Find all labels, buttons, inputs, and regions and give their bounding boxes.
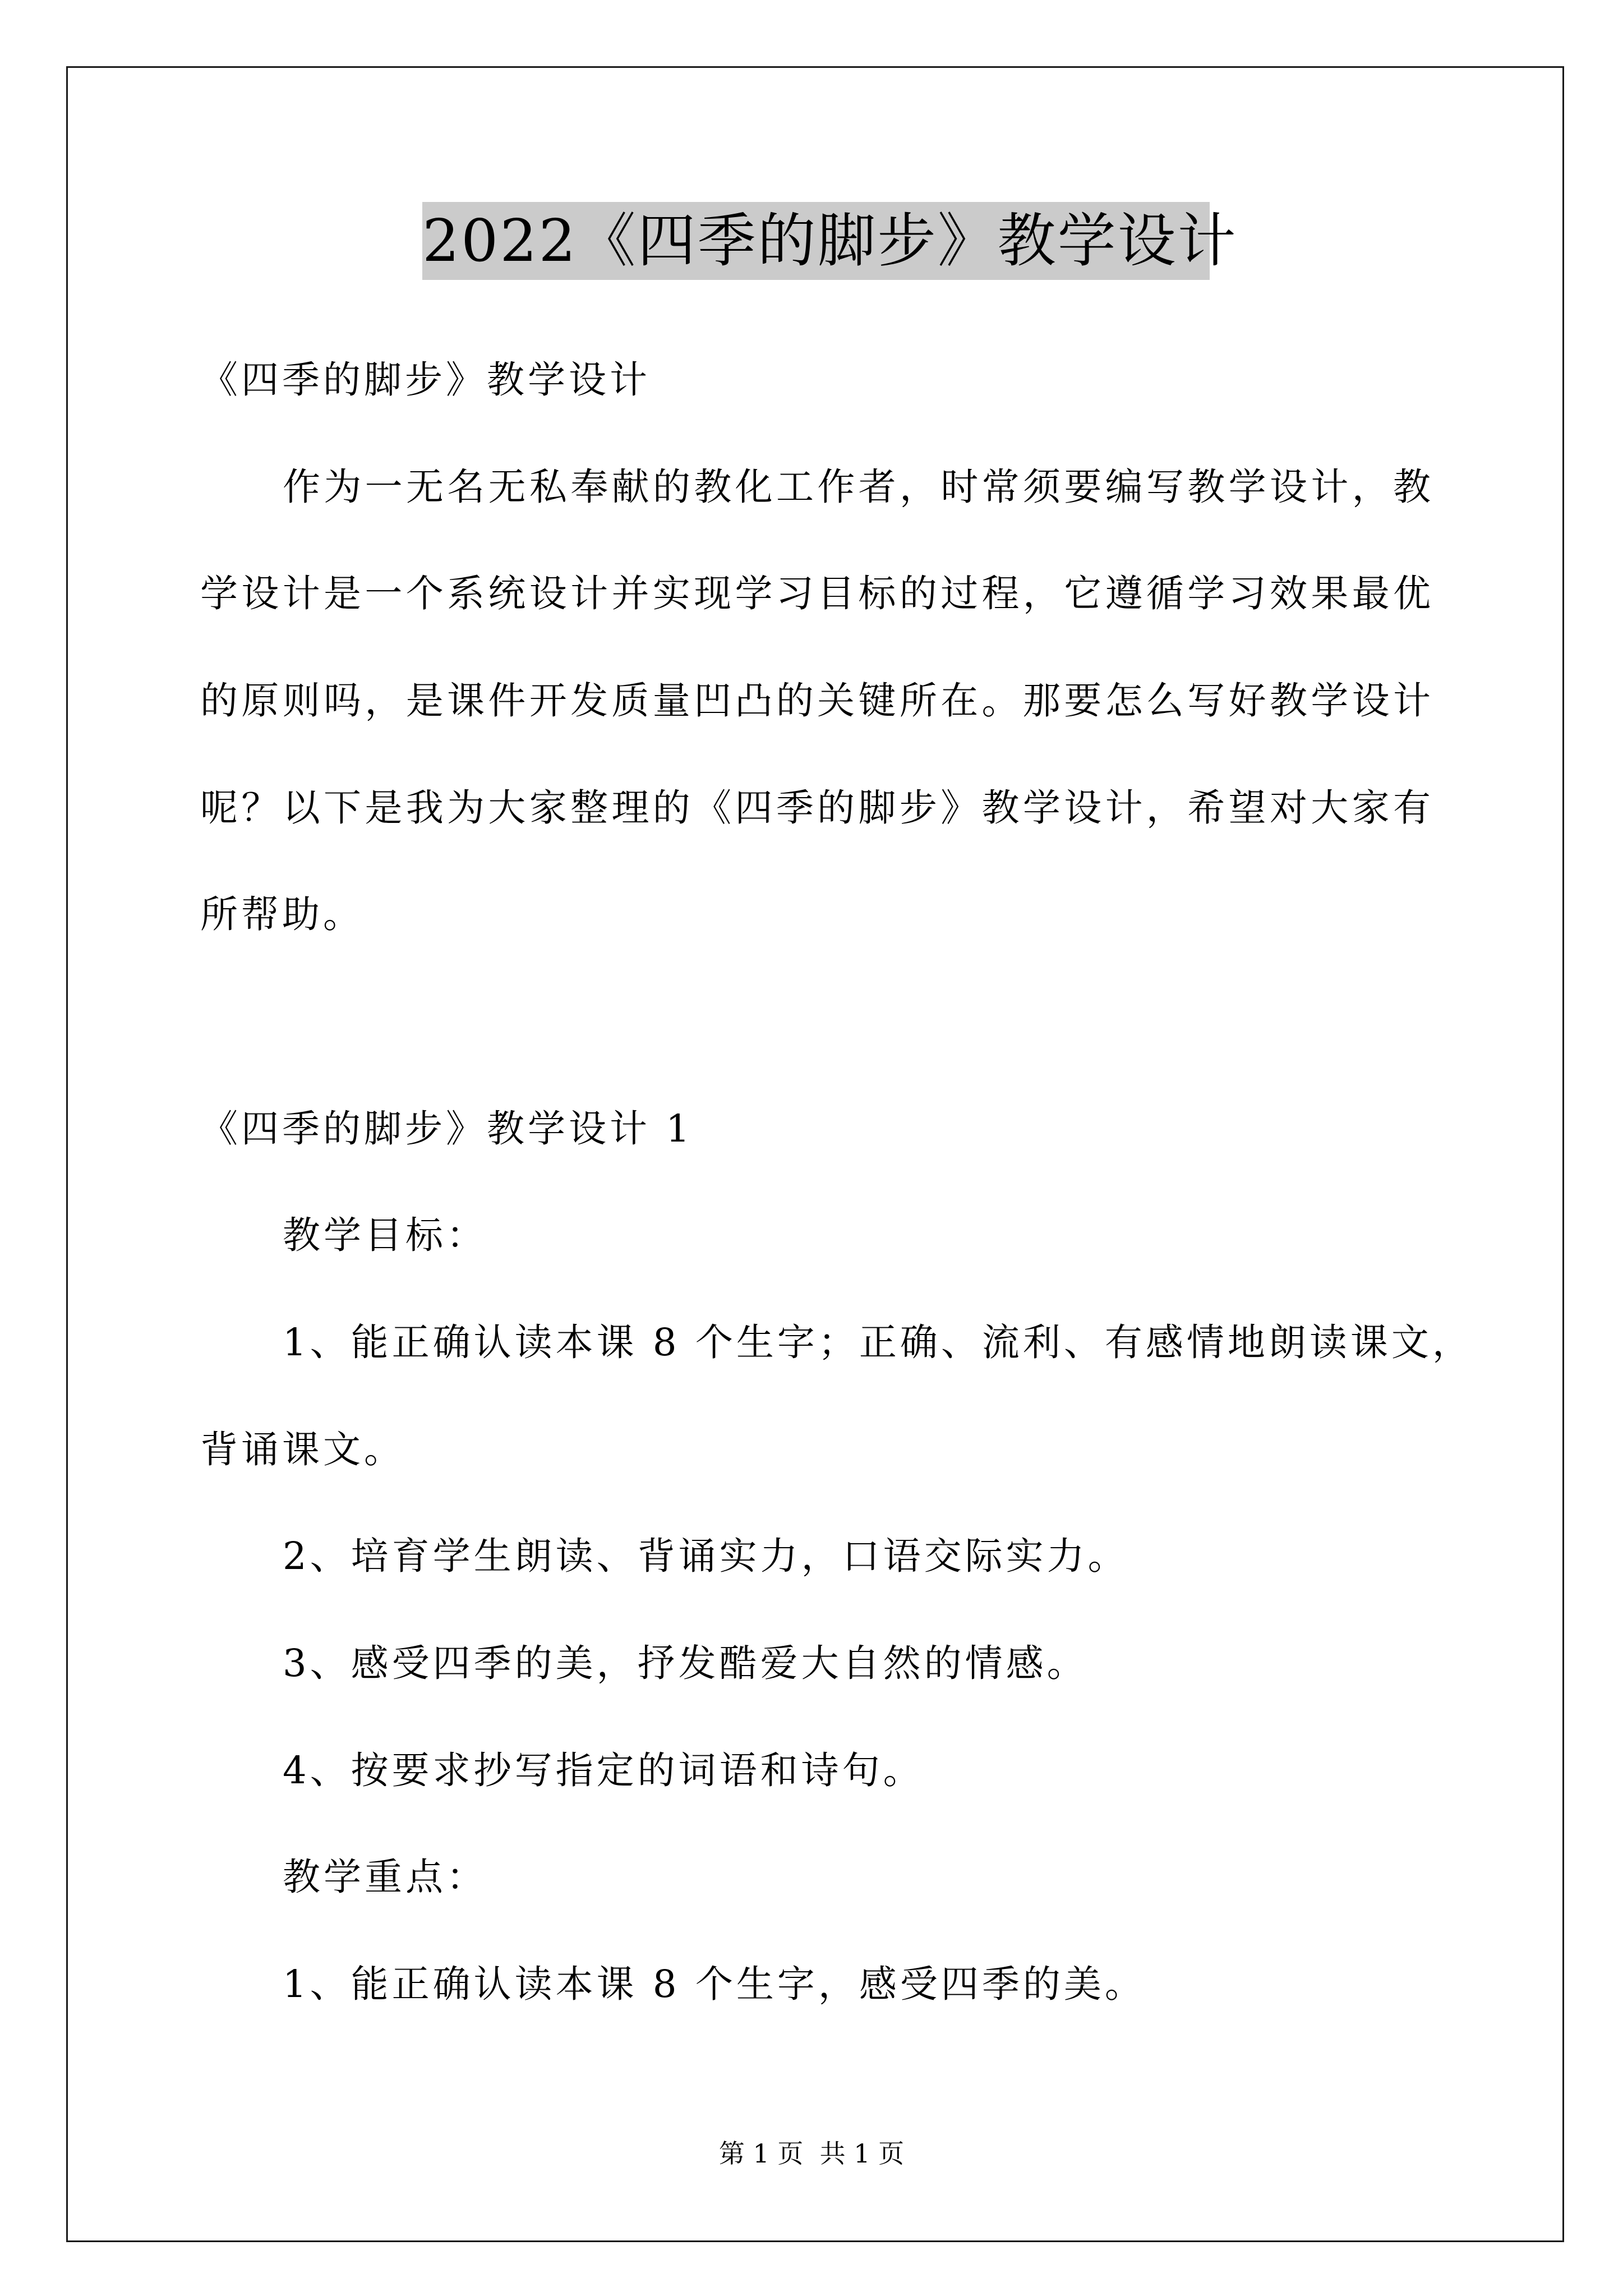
paragraph-line: 所帮助。 [200, 892, 364, 937]
blank-line [200, 968, 1434, 1075]
paragraph-line: 呢？以下是我为大家整理的《四季的脚步》教学设计，希望对大家有 [200, 785, 1434, 830]
intro-paragraph [200, 434, 1434, 968]
objective-line: 1、能正确认读本课 8 个生字；正确、流利、有感情地朗读课文， [283, 1320, 1473, 1364]
objective-line: 4、按要求抄写指定的词语和诗句。 [283, 1748, 924, 1792]
objective-item [200, 1503, 1434, 1610]
objective-item [200, 1717, 1434, 1824]
objective-line: 3、感受四季的美，抒发酷爱大自然的情感。 [283, 1641, 1088, 1685]
page-footer-number: 第 1 页 共 1 页 [718, 2138, 905, 2169]
section-heading: 《四季的脚步》教学设计 1 [200, 1106, 693, 1151]
document-body [200, 326, 1473, 2038]
objective-line: 背诵课文。 [200, 1427, 405, 1471]
key-points-label: 教学重点： [283, 1855, 487, 1899]
objective-item [200, 1610, 1434, 1717]
paragraph-line: 作为一无名无私奉献的教化工作者，时常须要编写教学设计，教 [283, 464, 1434, 509]
document-title: 2022《四季的脚步》教学设计 [422, 202, 1210, 280]
paragraph-line: 的原则吗，是课件开发质量凹凸的关键所在。那要怎么写好教学设计 [200, 678, 1434, 723]
key-point-item: 1、能正确认读本课 8 个生字，感受四季的美。 [283, 1962, 1146, 2006]
objective-item [200, 1289, 1473, 1503]
paragraph-line: 学设计是一个系统设计并实现学习目标的过程，它遵循学习效果最优 [200, 572, 1434, 616]
objectives-label: 教学目标： [283, 1213, 487, 1258]
objective-line: 2、培育学生朗读、背诵实力，口语交际实力。 [283, 1534, 1129, 1579]
document-heading: 《四季的脚步》教学设计 [200, 358, 651, 402]
